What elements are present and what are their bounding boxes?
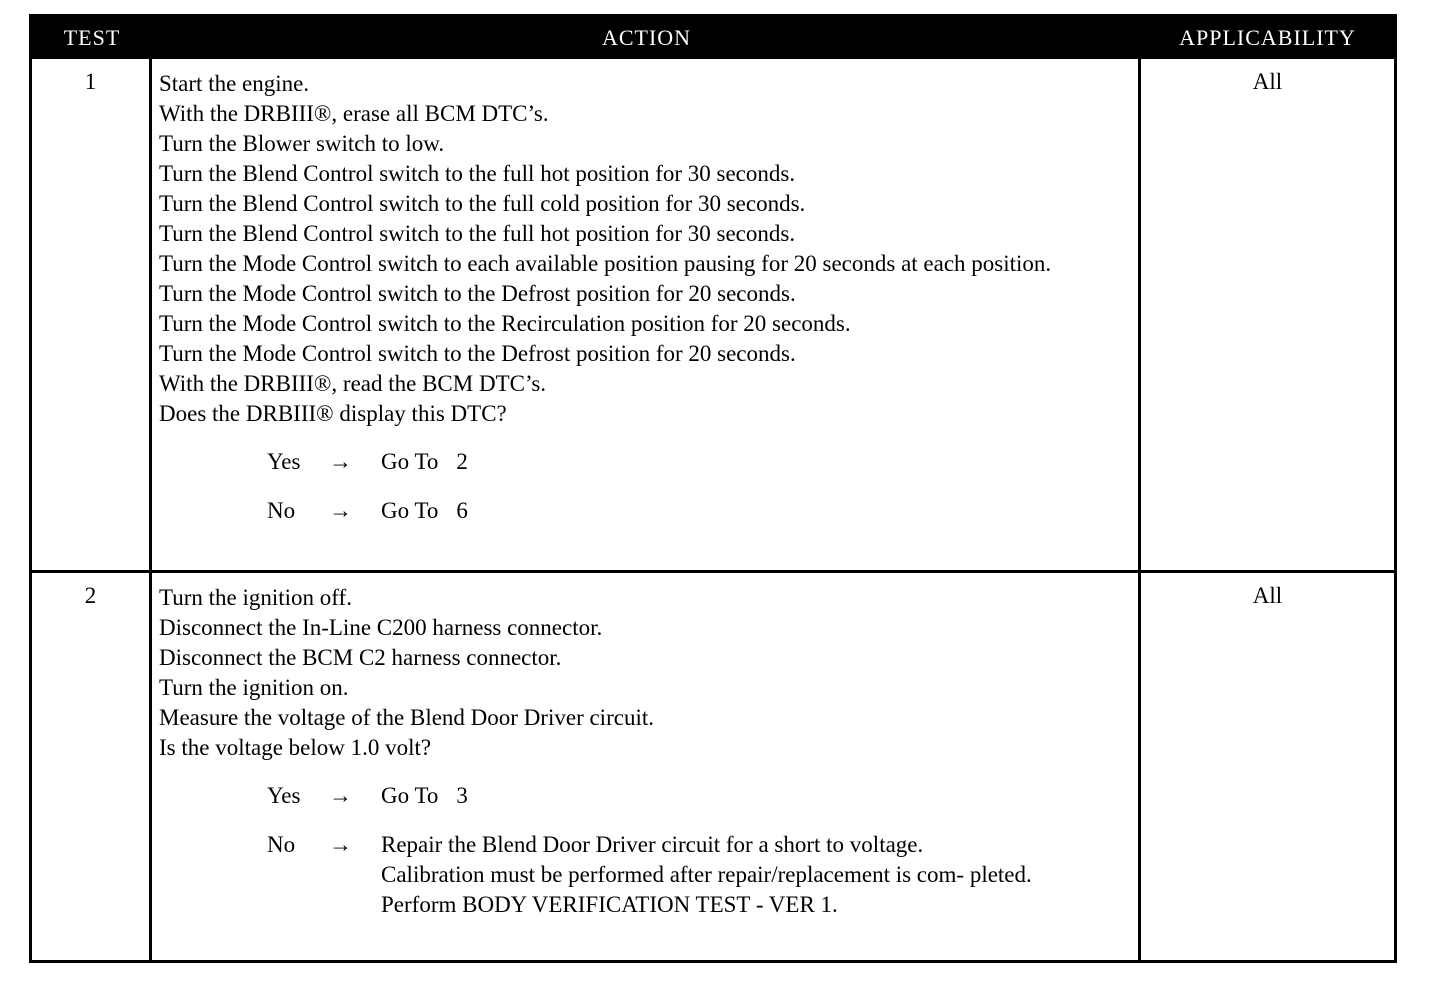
action-line: Start the engine. [159, 71, 310, 96]
action-line: Turn the Blend Control switch to the full hot position for 30 seconds. [159, 161, 796, 186]
instruction-line: Calibration must be performed after repair/replacement is com- pleted. [381, 862, 1032, 887]
action-line: Turn the ignition on. [159, 675, 349, 700]
table-row [32, 570, 1394, 960]
action-line: Turn the Blend Control switch to the full cold position for 30 seconds. [159, 191, 806, 216]
outcome-yes [267, 781, 1132, 811]
applicability-cell: All [1252, 69, 1283, 94]
arrow-icon: → [329, 449, 352, 474]
action-line: Turn the Mode Control switch to the Recirculation position for 20 seconds. [159, 311, 851, 336]
goto-number: 2 [456, 449, 468, 474]
arrow-icon: → [329, 783, 352, 808]
outcome-label: No [267, 498, 296, 523]
outcome-no [267, 496, 1132, 526]
action-cell [152, 59, 1141, 570]
header-applicability: APPLICABILITY [1179, 25, 1356, 50]
action-line: With the DRBIII®, read the BCM DTC’s. [159, 371, 547, 396]
arrow-icon: → [329, 832, 352, 857]
action-line: Turn the Blower switch to low. [159, 131, 445, 156]
outcome-yes [267, 447, 1132, 477]
outcome-label: No [267, 832, 296, 857]
header-test: TEST [63, 25, 121, 50]
goto-number: 6 [456, 498, 468, 523]
outcome-no [267, 830, 1132, 920]
action-line: Turn the Mode Control switch to each available position pausing for 20 seconds at each position. [159, 251, 1052, 276]
action-line: Turn the Mode Control switch to the Defrost position for 20 seconds. [159, 341, 796, 366]
action-line: With the DRBIII®, erase all BCM DTC’s. [159, 101, 549, 126]
goto-text: Go To [381, 498, 439, 523]
test-number: 1 [32, 59, 152, 570]
outcome-label: Yes [267, 449, 301, 474]
action-line: Turn the Blend Control switch to the full hot position for 30 seconds. [159, 221, 796, 246]
outcomes [267, 447, 1132, 551]
action-line: Disconnect the In-Line C200 harness connector. [159, 615, 603, 640]
header-action: ACTION [601, 25, 692, 50]
outcomes [267, 781, 1132, 945]
diagnostic-test-table [29, 14, 1397, 963]
table-row [32, 59, 1394, 570]
applicability-cell: All [1252, 583, 1283, 608]
action-line: Is the voltage below 1.0 volt? [159, 735, 432, 760]
goto-text: Go To [381, 783, 439, 808]
instruction-line: Perform BODY VERIFICATION TEST - VER 1. [381, 892, 838, 917]
outcome-label: Yes [267, 783, 301, 808]
outcome-goto [381, 447, 1132, 477]
arrow-icon: → [329, 498, 352, 523]
action-line: Disconnect the BCM C2 harness connector. [159, 645, 562, 670]
goto-text: Go To [381, 449, 439, 474]
action-cell [152, 573, 1141, 960]
outcome-instructions [381, 830, 1132, 920]
action-line: Turn the ignition off. [159, 585, 352, 610]
table-header [32, 17, 1394, 59]
instruction-line: Repair the Blend Door Driver circuit for a short to voltage. [381, 832, 924, 857]
test-number: 2 [32, 573, 152, 960]
action-line: Does the DRBIII® display this DTC? [159, 401, 507, 426]
outcome-goto [381, 781, 1132, 811]
action-line: Measure the voltage of the Blend Door Driver circuit. [159, 705, 654, 730]
action-line: Turn the Mode Control switch to the Defrost position for 20 seconds. [159, 281, 796, 306]
outcome-goto [381, 496, 1132, 526]
goto-number: 3 [456, 783, 468, 808]
